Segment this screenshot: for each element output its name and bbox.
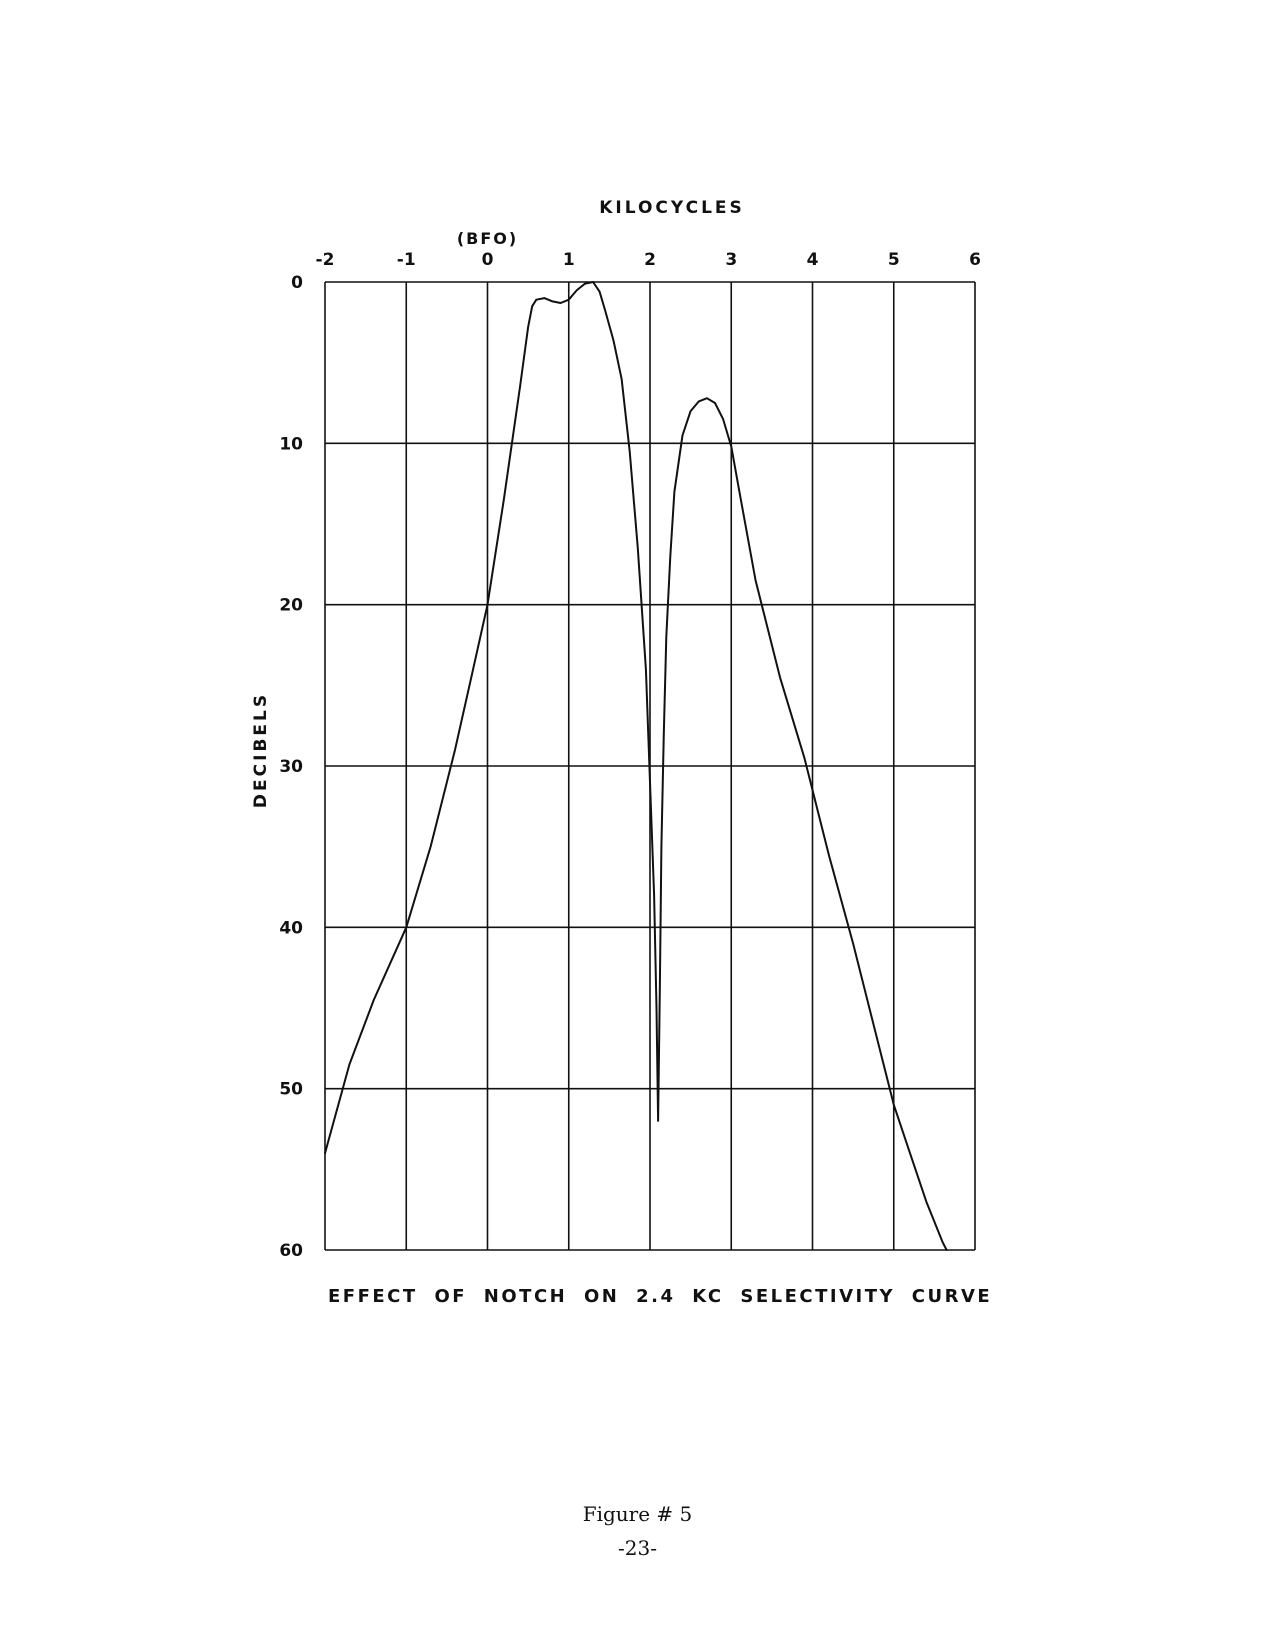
y-tick-label: 30 bbox=[279, 757, 303, 777]
y-axis-title: DECIBELS bbox=[251, 691, 271, 809]
x-tick-label: 3 bbox=[725, 250, 738, 270]
x-tick-label: 2 bbox=[644, 250, 656, 270]
x-tick-label: -2 bbox=[315, 250, 335, 270]
y-tick-label: 50 bbox=[279, 1079, 303, 1100]
y-tick-label: 0 bbox=[291, 273, 303, 293]
page-number: -23- bbox=[618, 1536, 657, 1560]
y-tick-labels bbox=[279, 273, 303, 1261]
bfo-annotation: (BFO) bbox=[456, 229, 519, 248]
x-tick-label: 5 bbox=[887, 250, 900, 270]
y-tick-label: 40 bbox=[279, 918, 303, 939]
x-tick-label: 0 bbox=[481, 250, 494, 270]
x-tick-label: -1 bbox=[396, 250, 416, 270]
x-tick-label: 6 bbox=[969, 250, 981, 270]
chart-title: EFFECT OF NOTCH ON 2.4 KC SELECTIVITY CURVE bbox=[328, 1286, 993, 1307]
x-tick-labels bbox=[316, 250, 981, 270]
y-tick-label: 60 bbox=[279, 1241, 303, 1261]
x-axis-title: KILOCYCLES bbox=[599, 198, 745, 218]
figure-caption: Figure # 5 bbox=[582, 1502, 693, 1526]
x-tick-label: 4 bbox=[806, 250, 819, 270]
x-tick-label: 1 bbox=[562, 250, 575, 270]
y-tick-label: 20 bbox=[279, 595, 303, 616]
y-tick-label: 10 bbox=[279, 434, 303, 455]
